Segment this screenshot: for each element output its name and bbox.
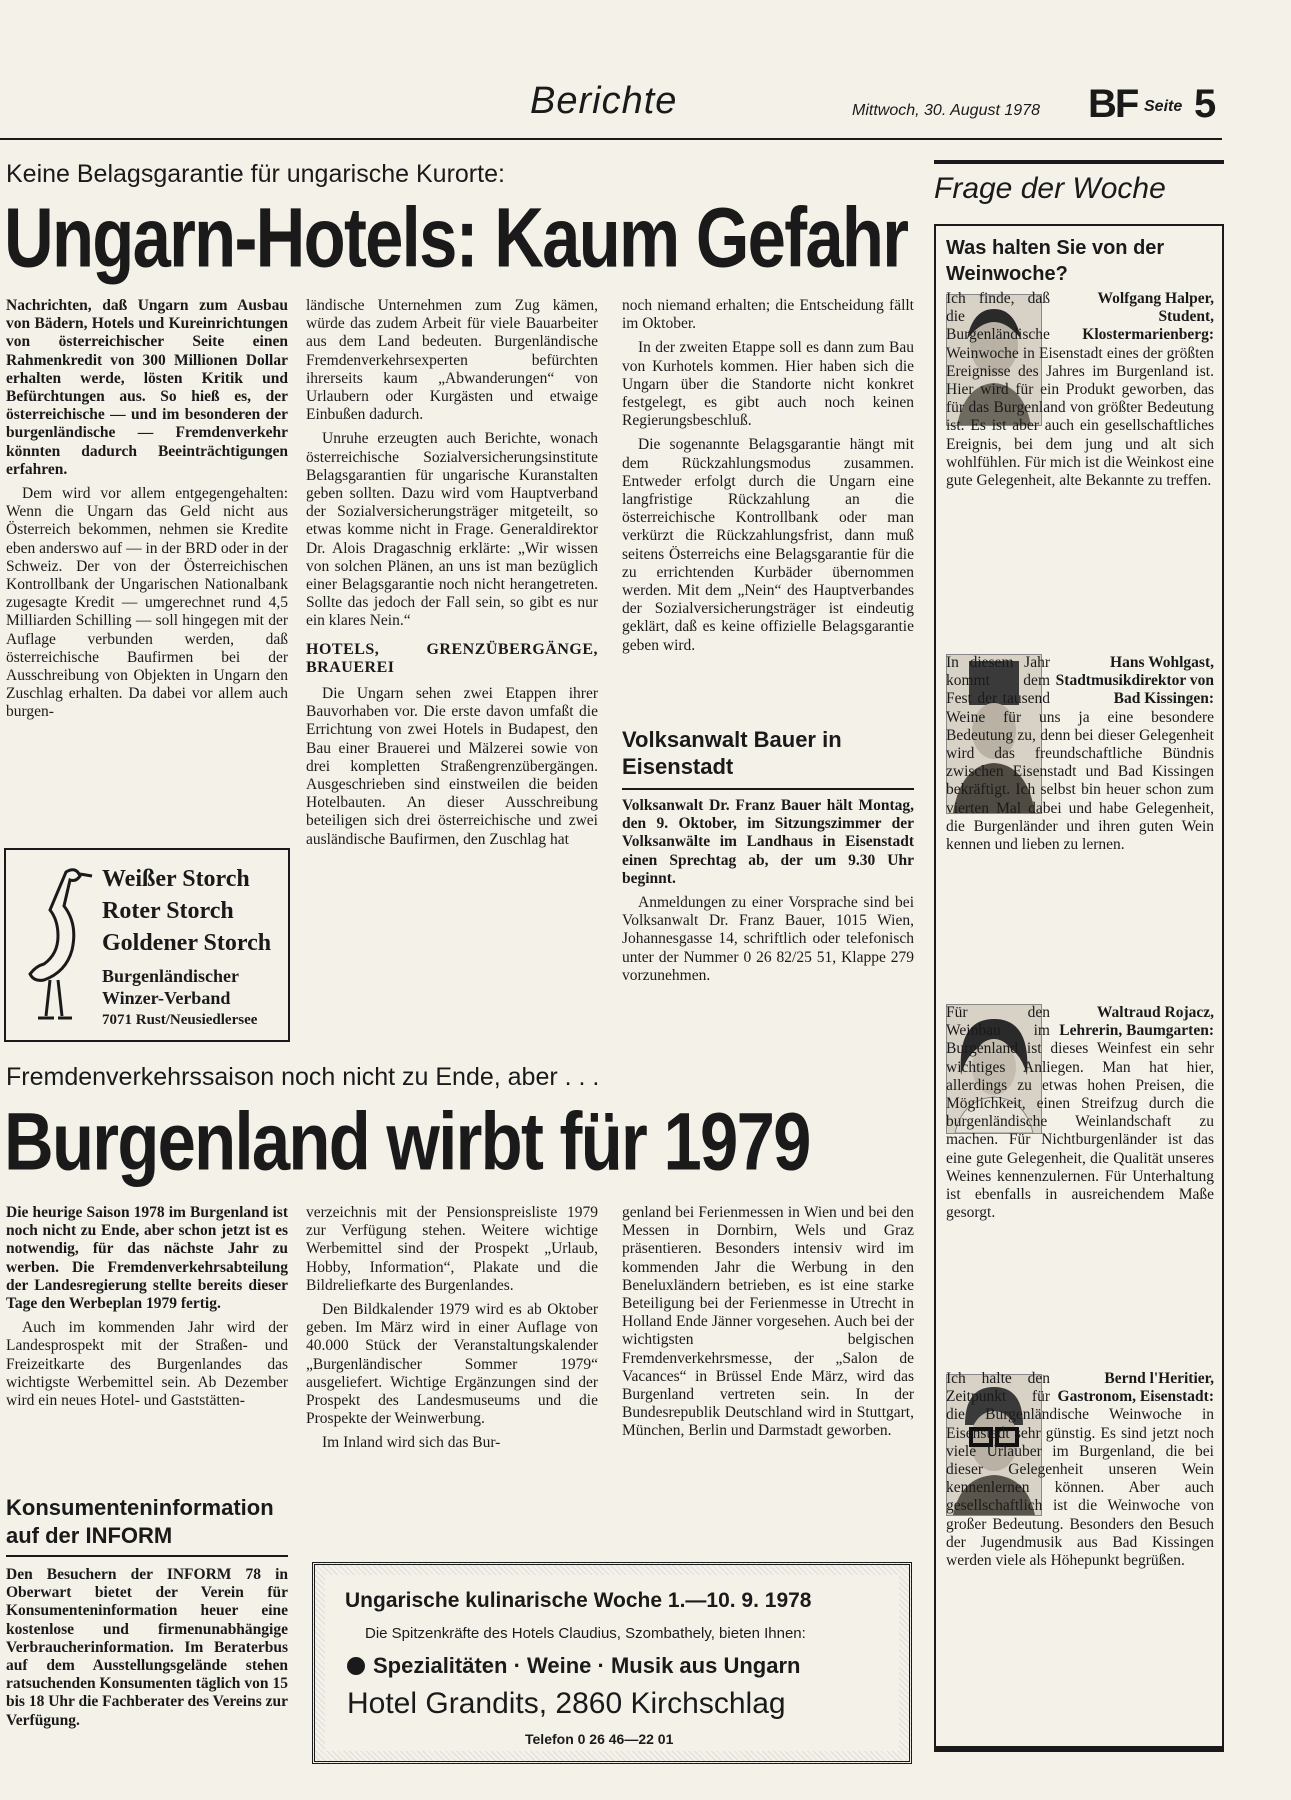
article1-paragraph: noch niemand erhalten; die Entscheidung fällt im Oktober. (622, 297, 914, 333)
storch-address: 7071 Rust/Neusiedlersee (102, 1012, 258, 1028)
article1-kicker: Keine Belagsgarantie für ungarische Kurorte: (6, 160, 505, 188)
storch-line: Burgenländischer (102, 966, 240, 986)
answer-text: In diesem Jahr kommt dem Fest der tausend Weine für uns ja eine besondere Bedeutung zu, denn bei dieser Gelegenheit wird das freundschaftliche Bündnis zwischen Eisenstadt und Bad Kissingen bekräftigt. Ich selbst bin heuer schon zum vierten Mal dabei und habe Gelegenheit, die Burgenländer und ihren guten Wein kennen und lieben zu lernen. (946, 654, 1214, 854)
frage-answer (946, 1004, 1214, 1222)
article2-paragraph: Auch im kommenden Jahr wird der Landesprospekt mit der Straßen- und Freizeitkarte des Burgenlandes das wichtigste Werbemittel sein. Ab Dezember wird ein neues Hotel- und Gaststätten- (6, 1319, 288, 1410)
page-number: 5 (1194, 82, 1217, 126)
article1-subhead: HOTELS, GRENZÜBERGÄNGE, BRAUEREI (306, 640, 598, 676)
frage-top-rule (934, 160, 1224, 164)
konsument-body: Den Besuchern der INFORM 78 in Oberwart bietet der Verein für Konsumenteninformation heuer eine kostenlose und firmenunabhängige Verbraucherinformation. Im Beraterbus auf dem Ausstellungsgelände stehen ratsuchenden Konsumenten täglich von 15 bis 18 Uhr die Fachberater des Vereins zur Verfügung. (6, 1566, 289, 1729)
answer-text: Ich halte den Zeitpunkt für die Burgenländische Weinwoche in Eisenstadt sehr günstig. Es sind jetzt noch viele Urlauber im Burgenland, die bei dieser Gelegenheit unseren Wein kennenlernen können. Aber auch gesellschaftlich ist die Weinwoche von großer Bedeutung. Besonders den Besuch der Jugendmusik aus Bad Kissingen werden viele als Höhepunkt begrüßen. (946, 1370, 1214, 1570)
article1-paragraph: In der zweiten Etappe soll es dann zum Bau von Kurhotels kommen. Hier haben sich die Ungarn über die Standorte nicht konkret festgelegt, es gibt auch noch keinen Regierungsbeschluß. (622, 339, 914, 430)
article1-paragraph: Die Ungarn sehen zwei Etappen ihrer Bauvorhaben vor. Die erste davon umfaßt die Errichtung von zwei Hotels in Budapest, den Bau einer Brauerei und Mälzerei sowie von drei kompletten Straßengrenzübergängen. Ausgeschrieben sind einstweilen die beiden Hotelbauten. An dieser Ausschreibung beteiligen sich drei österreichische und zwei ausländische Baufirmen, den Zuschlag hat (306, 685, 598, 848)
storch-advertisement (4, 848, 290, 1042)
hotel-ad-title: Ungarische kulinarische Woche 1.—10. 9. 1978 (345, 1589, 812, 1612)
article2-kicker: Fremdenverkehrssaison noch nicht zu Ende, aber . . . (6, 1063, 600, 1091)
volksanwalt-headline: Volksanwalt Bauer in Eisenstadt (622, 727, 842, 779)
volksanwalt-lead: Volksanwalt Dr. Franz Bauer hält Montag, den 9. Oktober, im Sitzungszimmer der Volksanwälte im Landhaus in Eisenstadt einen Sprechtag ab, der um 9.30 Uhr beginnt. (622, 797, 914, 887)
answer-text: Ich finde, daß die Burgenländische Weinwoche in Eisenstadt eines der größten Ereignisse des Jahres im Burgenland ist. Hier wird für ein Produkt geworben, das für das Burgenland von größter Bedeutung ist. Es ist aber auch ein gesellschaftliches Ereignis, bei dem jung und alt sich wohlfühlen. Für mich ist die Weinkost eine gute Gelegenheit, alte Bekannte zu treffen. (946, 290, 1214, 490)
frage-question: Was halten Sie von der Weinwoche? (946, 237, 1165, 285)
section-title: Berichte (530, 80, 678, 122)
article1-column2 (306, 297, 598, 855)
volksanwalt-paragraph: Anmeldungen zu einer Vorsprache sind bei Volksanwalt Dr. Franz Bauer, 1015 Wien, Johannesgasse 14, schriftlich oder telefonisch unter der Nummer 0 26 82/25 51, Klappe 279 vorzunehmen. (622, 894, 914, 984)
issue-date: Mittwoch, 30. August 1978 (852, 102, 1040, 119)
article2-paragraph: genland bei Ferienmessen in Wien und bei den Messen in Dornbirn, Wels und Graz präsentieren. Besonders intensiv wird im kommenden Jahr die Werbung in den Beneluxländern betrieben, es ist eine starke Beteiligung bei der Ferienmesse in Utrecht in Holland Ende Jänner vorgesehen. Auch bei der wichtigsten belgischen Fremdenverkehrsmesse, der „Salon de Vacances“ in Brüssel Ende März, wird das Burgenland vertreten sein. In der Bundesrepublik Deutschland wird in Stuttgart, München, Berlin und Darmstadt geworben. (622, 1204, 914, 1440)
hotel-ad-subtitle: Die Spitzenkräfte des Hotels Claudius, Szombathely, bieten Ihnen: (365, 1625, 806, 1642)
answer-name: Bernd l'Heritier, Gastronom, Eisenstadt: (1057, 1370, 1214, 1406)
article1-paragraph: Dem wird vor allem entgegengehalten: Wenn die Ungarn das Geld nicht aus Österreich bekommen, nehmen sie Kredite eben anderswo auf — in der BRD oder in der Schweiz. Der von der Österreichischen Kontrollbank der Ungarischen Nationalbank zugesagte Kredit — umgerechnet rund 4,5 Milliarden Schilling — soll hingegen mit der Auflage verbunden werden, daß österreichische Baufirmen bei der Ausschreibung von Objekten in Ungarn den Zuschlag erhalten. Da dabei vor allem auch burgen- (6, 485, 288, 721)
article1-paragraph: Unruhe erzeugten auch Berichte, wonach österreichische Sozialversicherungsinstitute Belagsgarantien für ungarische Kuranstalten geben sollten. Dazu wird vom Hauptverband der Sozialversicherungsträger mitgeteilt, so etwas komme nicht in Frage. Generaldirektor Dr. Alois Dragaschnig erklärte: „Wir wissen von solchen Plänen, an uns ist man bezüglich einer Belagsgarantie noch nicht herangetreten. Sollte das jedoch der Fall sein, so gibt es nur ein klares Nein.“ (306, 430, 598, 630)
bullet-icon (347, 1657, 365, 1675)
article1-column3 (622, 297, 914, 661)
storch-line: Winzer-Verband (102, 988, 231, 1008)
storch-line: Roter Storch (102, 898, 234, 924)
hotel-ad-phone: Telefon 0 26 46—22 01 (525, 1731, 674, 1747)
konsument-headline (6, 1494, 274, 1550)
header-rule (0, 138, 1222, 140)
article2-paragraph: verzeichnis mit der Pensionspreisliste 1979 zur Verfügung stehen. Weitere wichtige Werbemittel sind der Prospekt „Urlaub, Hobby, Information“, Plakate und die Bildreliefkarte des Burgenlandes. (306, 1204, 598, 1294)
answer-name: Waltraud Rojacz, Lehrerin, Baumgarten: (1059, 1004, 1214, 1040)
article2-column2 (306, 1204, 598, 1459)
article2-column3 (622, 1204, 914, 1447)
hotel-ad-hotel: Hotel Grandits, 2860 Kirchschlag (347, 1687, 786, 1720)
article1-paragraph: Die sogenannte Belagsgarantie hängt mit dem Rückzahlungsmodus zusammen. Entweder erfolgt durch die Ungarn eine langfristige Rückzahlung an die österreichische Kontrollbank oder man verkürzt die Rückzahlungsfrist, dann muß seitens Österreichs eine Belagsgarantie für die zu errichtenden Kurbäder übernommen werden. Mit dem „Nein“ des Hauptverbandes der Sozialversicherungsträger ist eindeutig geklärt, daß es keine offizielle Belagsgarantie geben wird. (622, 436, 914, 654)
article2-lead: Die heurige Saison 1978 im Burgenland ist noch nicht zu Ende, aber schon jetzt ist es notwendig, für das nächste Jahr zu werben. Die Fremdenverkehrsabteilung der Landesregierung stellte bereits dieser Tage den Werbeplan 1979 fertig. (6, 1204, 288, 1313)
article2-paragraph: Im Inland wird sich das Bur- (322, 1434, 501, 1452)
article1-headline: Ungarn-Hotels: Kaum Gefahr (4, 190, 908, 285)
storch-line: Goldener Storch (102, 930, 272, 956)
volksanwalt-rule (622, 788, 914, 790)
answer-text: Für den Weinbau im Burgenland ist dieses Weinfest ein sehr wichtiges Anliegen. Man hat hier, allerdings zu etwas hohen Preisen, die Möglichkeit, einen Streifzug durch die burgenländische Weinlandschaft zu machen. Für Nichtburgenländer ist das eine gute Gelegenheit, die Qualität unseres Weines kennenzulernen. Für Unterhaltung ist ebenfalls in ausreichendem Maße gesorgt. (946, 1004, 1214, 1222)
frage-label: Frage der Woche (934, 172, 1166, 205)
frage-answer (946, 1370, 1214, 1570)
konsument-rule (6, 1555, 288, 1557)
frage-bottom-rule (934, 1748, 1224, 1752)
frage-answer (946, 290, 1214, 490)
storch-line: Weißer Storch (102, 866, 250, 892)
answer-name: Hans Wohlgast, Stadtmusikdirektor von Bad Kissingen: (1055, 654, 1214, 708)
article1-column1 (6, 297, 288, 728)
newspaper-logo: BF (1088, 82, 1138, 126)
volksanwalt-body (622, 797, 914, 991)
page-label: Seite (1144, 98, 1183, 115)
hotel-ad-offer: Spezialitäten · Weine · Musik aus Ungarn (373, 1653, 801, 1678)
article2-headline: Burgenland wirbt für 1979 (4, 1095, 810, 1187)
answer-name: Wolfgang Halper, Student, Klostermarienberg: (1082, 290, 1214, 344)
stork-icon (14, 860, 94, 1030)
hotel-advertisement (312, 1562, 912, 1764)
frage-answer (946, 654, 1214, 854)
konsument-headline-line: Konsumenteninformation (6, 1495, 274, 1520)
article1-lead: Nachrichten, daß Ungarn zum Ausbau von Bädern, Hotels und Kureinrichtungen von österreichischer Seite einen Rahmenkredit von 300 Millionen Dollar erhalten werde, lösten Kritik und Befürchtungen aus. So hieß es, der österreichische — und im besonderen der burgenländische — Fremdenverkehr könnten dadurch Beeinträchtigungen erfahren. (6, 297, 288, 478)
article2-paragraph: Den Bildkalender 1979 wird es ab Oktober geben. Im März wird in einer Auflage von 40.000 Stück der Veranstaltungskalender „Burgenländischer Sommer 1979“ ausgeliefert. Wichtige Ergänzungen sind der Prospekt des Landesmuseums und die Prospekte der Weinwerbung. (306, 1301, 598, 1428)
article2-column1 (6, 1204, 288, 1416)
konsument-headline-line: auf der INFORM (6, 1523, 173, 1548)
article1-paragraph: ländische Unternehmen zum Zug kämen, würde das zudem Arbeit für viele Bauarbeiter aus dem Land bedeuten. Burgenländische Fremdenverkehrsexperten befürchten ihrerseits kaum „Abwanderungen“ von Urlaubern oder Kurgästen und etwaige Einbußen dadurch. (306, 297, 598, 424)
